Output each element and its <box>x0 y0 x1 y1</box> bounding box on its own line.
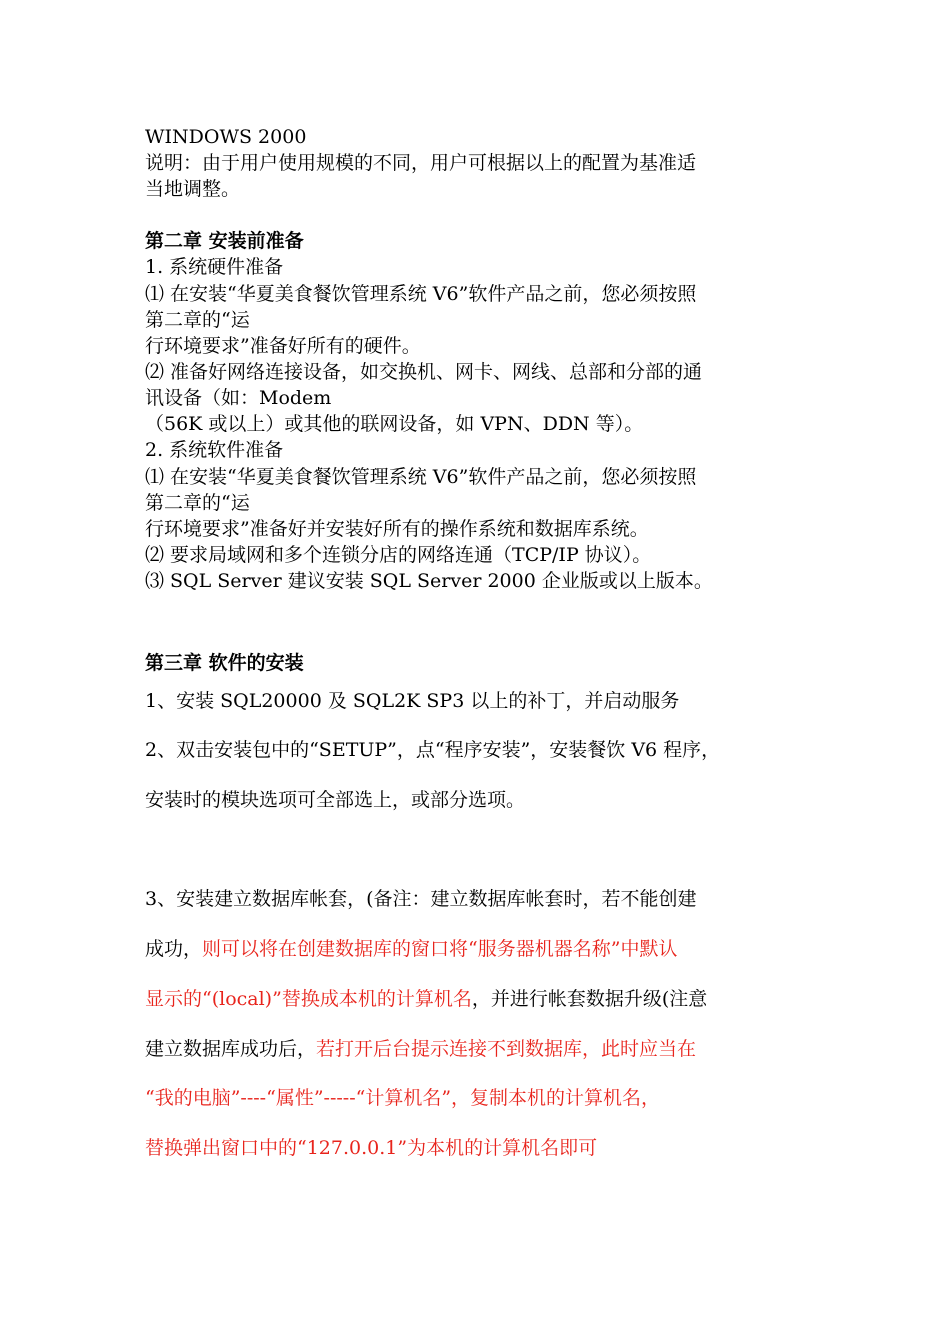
hardware-item-2-line-1: ⑵ 准备好网络连接设备，如交换机、网卡、网线、总部和分部的通 <box>145 361 703 383</box>
install-step-3-line-4 <box>145 1036 696 1062</box>
step-3-text-black: 建立数据库成功后， <box>145 1038 317 1060</box>
hardware-item-1-line-3: 行环境要求”准备好所有的硬件。 <box>145 335 421 357</box>
config-note-line-1: 说明：由于用户使用规模的不同，用户可根据以上的配置为基准适 <box>145 152 697 174</box>
install-step-2-line-1: 2、双击安装包中的“SETUP”，点“程序安装”，安装餐饮 V6 程序， <box>145 739 721 761</box>
step-3-highlight-red: 则可以将在创建数据库的窗口将“服务器机器名称”中默认 <box>202 938 678 960</box>
software-item-2: ⑵ 要求局域网和多个连锁分店的网络连通（TCP/IP 协议）。 <box>145 544 652 566</box>
config-note-line-2: 当地调整。 <box>145 178 241 200</box>
step-3-text-black: 成功， <box>145 938 203 960</box>
hardware-item-1-line-2: 第二章的“运 <box>145 309 250 331</box>
install-step-3-line-5: “我的电脑”----“属性”-----“计算机名”，复制本机的计算机名， <box>145 1087 661 1109</box>
software-item-1-line-2: 第二章的“运 <box>145 492 250 514</box>
step-3-text-black: ，并进行帐套数据升级(注意 <box>471 988 708 1010</box>
chapter-3-heading: 第三章 软件的安装 <box>145 652 304 674</box>
hardware-item-2-line-3: （56K 或以上）或其他的联网设备，如 VPN、DDN 等）。 <box>145 413 644 435</box>
install-step-1: 1、安装 SQL20000 及 SQL2K SP3 以上的补丁，并启动服务 <box>145 690 680 712</box>
software-item-1-line-3: 行环境要求”准备好并安装好所有的操作系统和数据库系统。 <box>145 518 649 540</box>
software-item-1-line-1: ⑴ 在安装“华夏美食餐饮管理系统 V6”软件产品之前，您必须按照 <box>145 466 697 488</box>
step-3-highlight-red: 若打开后台提示连接不到数据库，此时应当在 <box>316 1038 697 1060</box>
software-item-3: ⑶ SQL Server 建议安装 SQL Server 2000 企业版或以上版本。 <box>145 570 713 592</box>
install-step-3-line-3 <box>145 986 707 1012</box>
install-step-2-line-2: 安装时的模块选项可全部选上，或部分选项。 <box>145 789 526 811</box>
hardware-item-1-line-1: ⑴ 在安装“华夏美食餐饮管理系统 V6”软件产品之前，您必须按照 <box>145 283 697 305</box>
install-step-3-line-6: 替换弹出窗口中的“127.0.0.1”为本机的计算机名即可 <box>145 1137 598 1159</box>
os-label: WINDOWS 2000 <box>145 126 307 148</box>
hardware-prep-title: 1. 系统硬件准备 <box>145 256 284 278</box>
install-step-3-line-2 <box>145 936 677 962</box>
hardware-item-2-line-2: 讯设备（如：Modem <box>145 387 332 409</box>
chapter-2-heading: 第二章 安装前准备 <box>145 230 304 252</box>
step-3-highlight-red: 显示的“(local)”替换成本机的计算机名 <box>145 988 472 1010</box>
software-prep-title: 2. 系统软件准备 <box>145 439 284 461</box>
install-step-3-line-1: 3、安装建立数据库帐套，(备注：建立数据库帐套时，若不能创建 <box>145 888 697 910</box>
